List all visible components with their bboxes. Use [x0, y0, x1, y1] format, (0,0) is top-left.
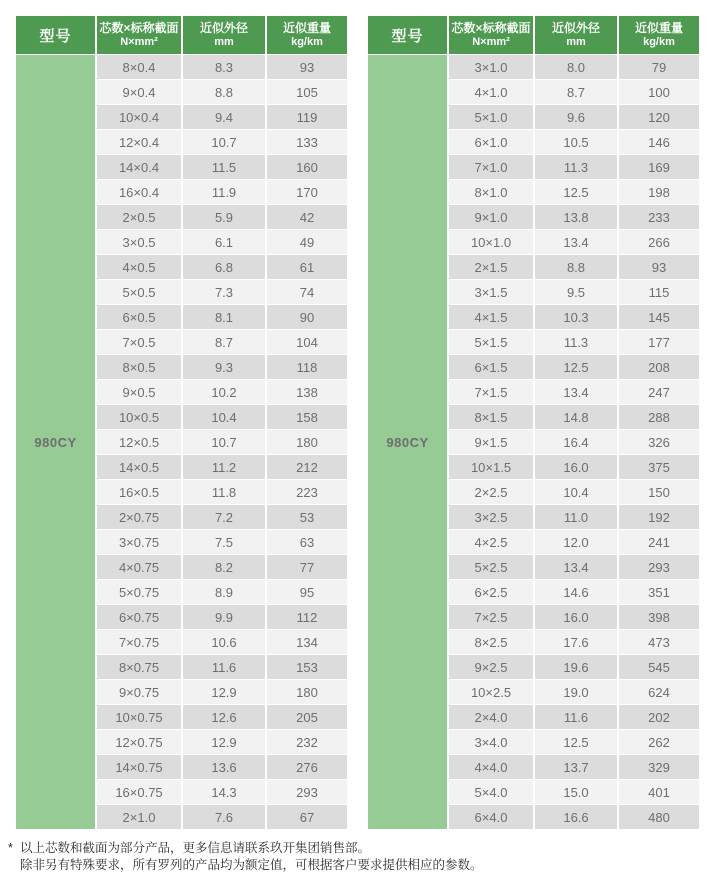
header-row [368, 16, 699, 54]
header-diameter [183, 16, 265, 54]
cell-outer-diameter: 12.5 [535, 355, 617, 379]
cell-core-section: 8×1.0 [449, 180, 533, 204]
cell-core-section: 9×2.5 [449, 655, 533, 679]
cell-weight: 77 [267, 555, 347, 579]
cell-core-section: 12×0.4 [97, 130, 181, 154]
cell-outer-diameter: 12.0 [535, 530, 617, 554]
cell-weight: 49 [267, 230, 347, 254]
cell-weight: 95 [267, 580, 347, 604]
cell-core-section: 10×1.5 [449, 455, 533, 479]
cell-weight: 63 [267, 530, 347, 554]
model-cell: 980CY [16, 55, 95, 829]
cell-core-section: 2×0.75 [97, 505, 181, 529]
cell-weight: 208 [619, 355, 699, 379]
cell-core-section: 4×1.5 [449, 305, 533, 329]
cell-weight: 145 [619, 305, 699, 329]
cell-weight: 133 [267, 130, 347, 154]
cell-weight: 262 [619, 730, 699, 754]
cell-outer-diameter: 11.6 [535, 705, 617, 729]
cell-outer-diameter: 6.8 [183, 255, 265, 279]
cell-weight: 118 [267, 355, 347, 379]
header-spec [449, 16, 533, 54]
cell-outer-diameter: 12.5 [535, 730, 617, 754]
cell-weight: 266 [619, 230, 699, 254]
cell-outer-diameter: 11.6 [183, 655, 265, 679]
cell-weight: 241 [619, 530, 699, 554]
cell-outer-diameter: 13.4 [535, 555, 617, 579]
cell-core-section: 8×1.5 [449, 405, 533, 429]
cell-core-section: 4×4.0 [449, 755, 533, 779]
cell-weight: 74 [267, 280, 347, 304]
cell-weight: 177 [619, 330, 699, 354]
cell-weight: 276 [267, 755, 347, 779]
cell-core-section: 4×2.5 [449, 530, 533, 554]
cell-weight: 169 [619, 155, 699, 179]
cell-outer-diameter: 16.6 [535, 805, 617, 829]
cell-core-section: 8×0.75 [97, 655, 181, 679]
cell-core-section: 16×0.4 [97, 180, 181, 204]
header-weight [619, 16, 699, 54]
cell-core-section: 5×4.0 [449, 780, 533, 804]
cell-weight: 146 [619, 130, 699, 154]
cell-outer-diameter: 8.1 [183, 305, 265, 329]
cell-core-section: 6×4.0 [449, 805, 533, 829]
cell-core-section: 10×0.5 [97, 405, 181, 429]
cell-outer-diameter: 10.4 [535, 480, 617, 504]
cell-core-section: 16×0.75 [97, 780, 181, 804]
cell-core-section: 3×4.0 [449, 730, 533, 754]
cell-outer-diameter: 9.5 [535, 280, 617, 304]
cell-outer-diameter: 14.8 [535, 405, 617, 429]
cell-weight: 247 [619, 380, 699, 404]
cell-weight: 112 [267, 605, 347, 629]
table-row [368, 55, 699, 79]
cell-weight: 119 [267, 105, 347, 129]
header-weight-line1: 近似重量 [634, 21, 683, 35]
cell-weight: 288 [619, 405, 699, 429]
cell-core-section: 4×0.75 [97, 555, 181, 579]
cell-core-section: 8×0.4 [97, 55, 181, 79]
cell-outer-diameter: 12.9 [183, 730, 265, 754]
cell-weight: 480 [619, 805, 699, 829]
cell-outer-diameter: 10.5 [535, 130, 617, 154]
cell-outer-diameter: 7.5 [183, 530, 265, 554]
cell-outer-diameter: 8.9 [183, 580, 265, 604]
cell-core-section: 6×0.5 [97, 305, 181, 329]
cell-weight: 223 [267, 480, 347, 504]
cell-core-section: 10×0.75 [97, 705, 181, 729]
cell-weight: 160 [267, 155, 347, 179]
header-spec-line2: N×mm² [120, 36, 158, 48]
cell-core-section: 14×0.4 [97, 155, 181, 179]
header-model: 型号 [368, 16, 447, 54]
cell-outer-diameter: 8.8 [535, 255, 617, 279]
cell-weight: 170 [267, 180, 347, 204]
cell-core-section: 3×0.5 [97, 230, 181, 254]
header-diameter [535, 16, 617, 54]
cell-outer-diameter: 9.4 [183, 105, 265, 129]
cell-weight: 375 [619, 455, 699, 479]
cell-core-section: 14×0.5 [97, 455, 181, 479]
cell-core-section: 5×1.5 [449, 330, 533, 354]
cell-outer-diameter: 14.3 [183, 780, 265, 804]
header-row [16, 16, 347, 54]
cell-weight: 90 [267, 305, 347, 329]
cell-outer-diameter: 8.7 [535, 80, 617, 104]
header-spec-line2: N×mm² [472, 36, 510, 48]
cell-outer-diameter: 7.3 [183, 280, 265, 304]
cell-outer-diameter: 10.7 [183, 130, 265, 154]
header-diameter-line1: 近似外径 [199, 21, 248, 35]
cell-core-section: 12×0.5 [97, 430, 181, 454]
cell-weight: 104 [267, 330, 347, 354]
cell-outer-diameter: 11.9 [183, 180, 265, 204]
cell-weight: 232 [267, 730, 347, 754]
cell-core-section: 2×1.5 [449, 255, 533, 279]
cell-weight: 401 [619, 780, 699, 804]
cell-core-section: 10×2.5 [449, 680, 533, 704]
header-weight [267, 16, 347, 54]
cell-outer-diameter: 10.7 [183, 430, 265, 454]
cell-outer-diameter: 8.3 [183, 55, 265, 79]
cell-weight: 351 [619, 580, 699, 604]
cell-weight: 138 [267, 380, 347, 404]
cell-weight: 120 [619, 105, 699, 129]
cell-core-section: 7×1.5 [449, 380, 533, 404]
cell-core-section: 6×1.5 [449, 355, 533, 379]
spec-table-left [14, 15, 349, 830]
header-diameter-line2: mm [566, 36, 586, 48]
header-model: 型号 [16, 16, 95, 54]
cell-outer-diameter: 11.3 [535, 330, 617, 354]
cell-weight: 61 [267, 255, 347, 279]
cell-weight: 180 [267, 680, 347, 704]
footnotes [8, 840, 701, 874]
cell-core-section: 2×2.5 [449, 480, 533, 504]
cell-weight: 329 [619, 755, 699, 779]
cell-core-section: 7×0.5 [97, 330, 181, 354]
header-spec-line1: 芯数×标称截面 [451, 21, 531, 35]
cell-outer-diameter: 7.6 [183, 805, 265, 829]
cell-outer-diameter: 11.8 [183, 480, 265, 504]
cell-core-section: 4×0.5 [97, 255, 181, 279]
cell-outer-diameter: 13.4 [535, 230, 617, 254]
spec-table-right [366, 15, 701, 830]
cell-outer-diameter: 9.6 [535, 105, 617, 129]
cell-outer-diameter: 11.0 [535, 505, 617, 529]
cell-core-section: 5×0.5 [97, 280, 181, 304]
cell-outer-diameter: 8.8 [183, 80, 265, 104]
cell-outer-diameter: 11.2 [183, 455, 265, 479]
cell-weight: 158 [267, 405, 347, 429]
cell-weight: 545 [619, 655, 699, 679]
header-weight-line2: kg/km [643, 36, 675, 48]
cell-weight: 326 [619, 430, 699, 454]
cell-weight: 153 [267, 655, 347, 679]
cell-outer-diameter: 10.3 [535, 305, 617, 329]
cell-outer-diameter: 8.7 [183, 330, 265, 354]
cell-core-section: 3×1.0 [449, 55, 533, 79]
cell-weight: 93 [619, 255, 699, 279]
cell-weight: 79 [619, 55, 699, 79]
cell-core-section: 7×0.75 [97, 630, 181, 654]
cell-outer-diameter: 13.8 [535, 205, 617, 229]
cell-outer-diameter: 6.1 [183, 230, 265, 254]
cell-outer-diameter: 19.0 [535, 680, 617, 704]
header-diameter-line2: mm [214, 36, 234, 48]
cell-core-section: 3×1.5 [449, 280, 533, 304]
cell-weight: 100 [619, 80, 699, 104]
cell-weight: 205 [267, 705, 347, 729]
cell-outer-diameter: 10.4 [183, 405, 265, 429]
cell-weight: 180 [267, 430, 347, 454]
cell-core-section: 16×0.5 [97, 480, 181, 504]
cell-outer-diameter: 11.3 [535, 155, 617, 179]
cell-outer-diameter: 12.5 [535, 180, 617, 204]
cell-weight: 293 [619, 555, 699, 579]
cell-core-section: 8×0.5 [97, 355, 181, 379]
cell-core-section: 9×0.4 [97, 80, 181, 104]
cell-outer-diameter: 8.2 [183, 555, 265, 579]
header-diameter-line1: 近似外径 [551, 21, 600, 35]
cell-weight: 105 [267, 80, 347, 104]
cell-core-section: 2×0.5 [97, 205, 181, 229]
cell-core-section: 6×0.75 [97, 605, 181, 629]
cell-core-section: 4×1.0 [449, 80, 533, 104]
cell-core-section: 9×0.5 [97, 380, 181, 404]
cell-weight: 150 [619, 480, 699, 504]
cell-core-section: 7×2.5 [449, 605, 533, 629]
cell-core-section: 10×1.0 [449, 230, 533, 254]
cell-outer-diameter: 16.0 [535, 455, 617, 479]
cell-outer-diameter: 16.0 [535, 605, 617, 629]
cell-outer-diameter: 17.6 [535, 630, 617, 654]
cell-core-section: 2×4.0 [449, 705, 533, 729]
footnote-text-1: 以上芯数和截面为部分产品，更多信息请联系玖开集团销售部。 [20, 841, 371, 855]
cell-weight: 212 [267, 455, 347, 479]
header-spec [97, 16, 181, 54]
cell-core-section: 3×2.5 [449, 505, 533, 529]
cell-core-section: 12×0.75 [97, 730, 181, 754]
cell-weight: 398 [619, 605, 699, 629]
cell-core-section: 9×1.0 [449, 205, 533, 229]
cell-outer-diameter: 13.7 [535, 755, 617, 779]
cell-weight: 624 [619, 680, 699, 704]
cell-outer-diameter: 14.6 [535, 580, 617, 604]
cell-outer-diameter: 5.9 [183, 205, 265, 229]
footnote-line-2: 除非另有特殊要求，所有罗列的产品均为额定值，可根据客户要求提供相应的参数。 [20, 858, 483, 872]
cell-core-section: 5×0.75 [97, 580, 181, 604]
cell-core-section: 9×1.5 [449, 430, 533, 454]
cell-weight: 134 [267, 630, 347, 654]
cell-core-section: 14×0.75 [97, 755, 181, 779]
cell-outer-diameter: 7.2 [183, 505, 265, 529]
cell-weight: 93 [267, 55, 347, 79]
cell-outer-diameter: 12.9 [183, 680, 265, 704]
cell-outer-diameter: 10.2 [183, 380, 265, 404]
cell-core-section: 2×1.0 [97, 805, 181, 829]
cell-core-section: 10×0.4 [97, 105, 181, 129]
cell-outer-diameter: 10.6 [183, 630, 265, 654]
cell-outer-diameter: 15.0 [535, 780, 617, 804]
header-spec-line1: 芯数×标称截面 [99, 21, 179, 35]
cell-outer-diameter: 13.6 [183, 755, 265, 779]
cell-core-section: 5×1.0 [449, 105, 533, 129]
table-row [16, 55, 347, 79]
cell-weight: 115 [619, 280, 699, 304]
footnote-line-1 [8, 840, 701, 857]
cell-weight: 42 [267, 205, 347, 229]
model-cell: 980CY [368, 55, 447, 829]
cell-outer-diameter: 11.5 [183, 155, 265, 179]
cell-weight: 293 [267, 780, 347, 804]
cell-weight: 53 [267, 505, 347, 529]
cell-outer-diameter: 8.0 [535, 55, 617, 79]
cell-core-section: 8×2.5 [449, 630, 533, 654]
cell-outer-diameter: 9.3 [183, 355, 265, 379]
header-weight-line1: 近似重量 [282, 21, 331, 35]
cell-weight: 198 [619, 180, 699, 204]
header-weight-line2: kg/km [291, 36, 323, 48]
cell-weight: 473 [619, 630, 699, 654]
cell-weight: 192 [619, 505, 699, 529]
cell-weight: 202 [619, 705, 699, 729]
footnote-asterisk: * [8, 841, 13, 855]
cell-outer-diameter: 19.6 [535, 655, 617, 679]
cell-core-section: 7×1.0 [449, 155, 533, 179]
tables-container [14, 15, 701, 830]
cell-weight: 67 [267, 805, 347, 829]
cell-core-section: 5×2.5 [449, 555, 533, 579]
cell-outer-diameter: 13.4 [535, 380, 617, 404]
cell-outer-diameter: 12.6 [183, 705, 265, 729]
cell-core-section: 9×0.75 [97, 680, 181, 704]
cell-core-section: 6×1.0 [449, 130, 533, 154]
cell-core-section: 3×0.75 [97, 530, 181, 554]
cell-weight: 233 [619, 205, 699, 229]
cell-outer-diameter: 9.9 [183, 605, 265, 629]
cell-core-section: 6×2.5 [449, 580, 533, 604]
cell-outer-diameter: 16.4 [535, 430, 617, 454]
